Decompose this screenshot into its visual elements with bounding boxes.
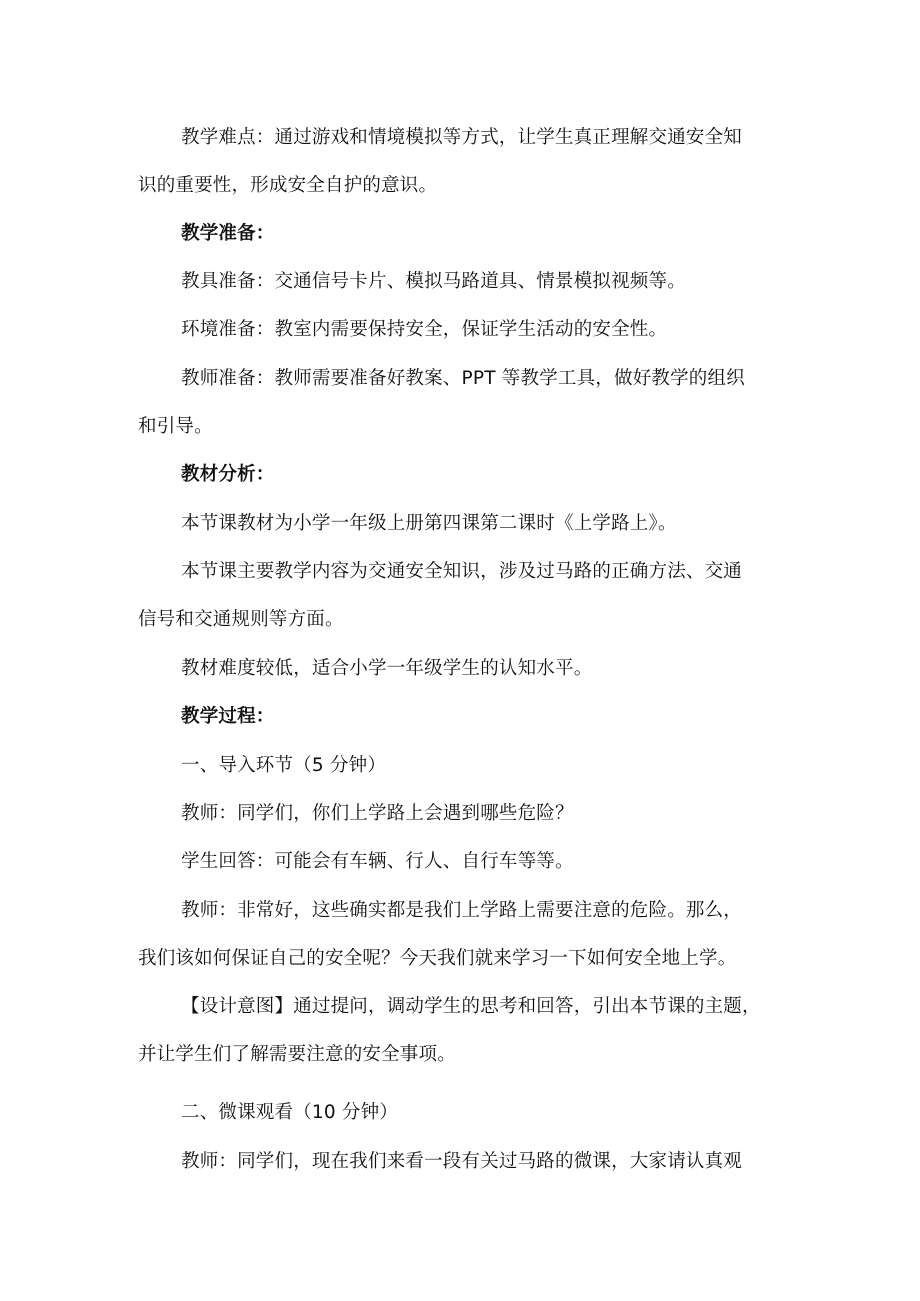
paragraph-teaching-aids [138,258,788,306]
paragraph-line: 学生回答：可能会有车辆、行人、自行车等等。 [181,851,574,872]
paragraph-teacher-prep [138,355,788,451]
heading-text: 教材分析： [181,464,275,485]
paragraph-line: 教师：同学们，你们上学路上会遇到哪些危险？ [181,803,574,824]
paragraph-line: 本节课主要教学内容为交通安全知识，涉及过马路的正确方法、交通 [181,561,743,582]
paragraph-main-content [138,548,788,644]
paragraph-teacher-response [138,887,788,983]
heading-text: 教学准备： [181,223,275,244]
paragraph-line: 教具准备：交通信号卡片、模拟马路道具、情景模拟视频等。 [181,271,686,292]
paragraph-design-intent [138,983,788,1079]
paragraph-line: 和引导。 [138,416,213,437]
paragraph-difficulty-level [138,645,788,693]
paragraph-line: 识的重要性，形成安全自护的意识。 [138,175,438,196]
paragraph-line: 我们该如何保证自己的安全呢？今天我们就来学习一下如何安全地上学。 [138,948,737,969]
paragraph-line: 【设计意图】通过提问，调动学生的思考和回答，引出本节课的主题， [181,996,761,1017]
section-microlesson-title [138,1089,788,1137]
paragraph-teaching-difficulty [138,114,788,210]
paragraph-line: 教学难点：通过游戏和情境模拟等方式，让学生真正理解交通安全知 [181,127,743,148]
heading-teaching-preparation [138,210,788,258]
paragraph-line: 并让学生们了解需要注意的安全事项。 [138,1044,456,1065]
section-intro-title [138,742,788,790]
paragraph-line: 一、导入环节（5 分钟） [181,755,387,776]
paragraph-environment-prep [138,306,788,354]
paragraph-line: 二、微课观看（10 分钟） [181,1102,399,1123]
paragraph-line: 本节课教材为小学一年级上册第四课第二课时《上学路上》。 [181,513,677,534]
heading-text: 教学过程： [181,706,275,727]
paragraph-line: 教材难度较低，适合小学一年级学生的认知水平。 [181,658,593,679]
paragraph-line: 环境准备：教室内需要保持安全，保证学生活动的安全性。 [181,319,668,340]
paragraph-line: 信号和交通规则等方面。 [138,609,344,630]
heading-material-analysis [138,451,788,499]
paragraph-teacher-microlesson [138,1138,788,1186]
paragraph-teacher-question [138,790,788,838]
paragraph-line: 教师：同学们，现在我们来看一段有关过马路的微课，大家请认真观 [181,1151,743,1172]
heading-teaching-process [138,693,788,741]
paragraph-line: 教师：非常好，这些确实都是我们上学路上需要注意的危险。那么， [181,900,743,921]
paragraph-line: 教师准备：教师需要准备好教案、PPT 等教学工具，做好教学的组织 [181,368,745,389]
paragraph-student-answer [138,838,788,886]
paragraph-material-source [138,500,788,548]
